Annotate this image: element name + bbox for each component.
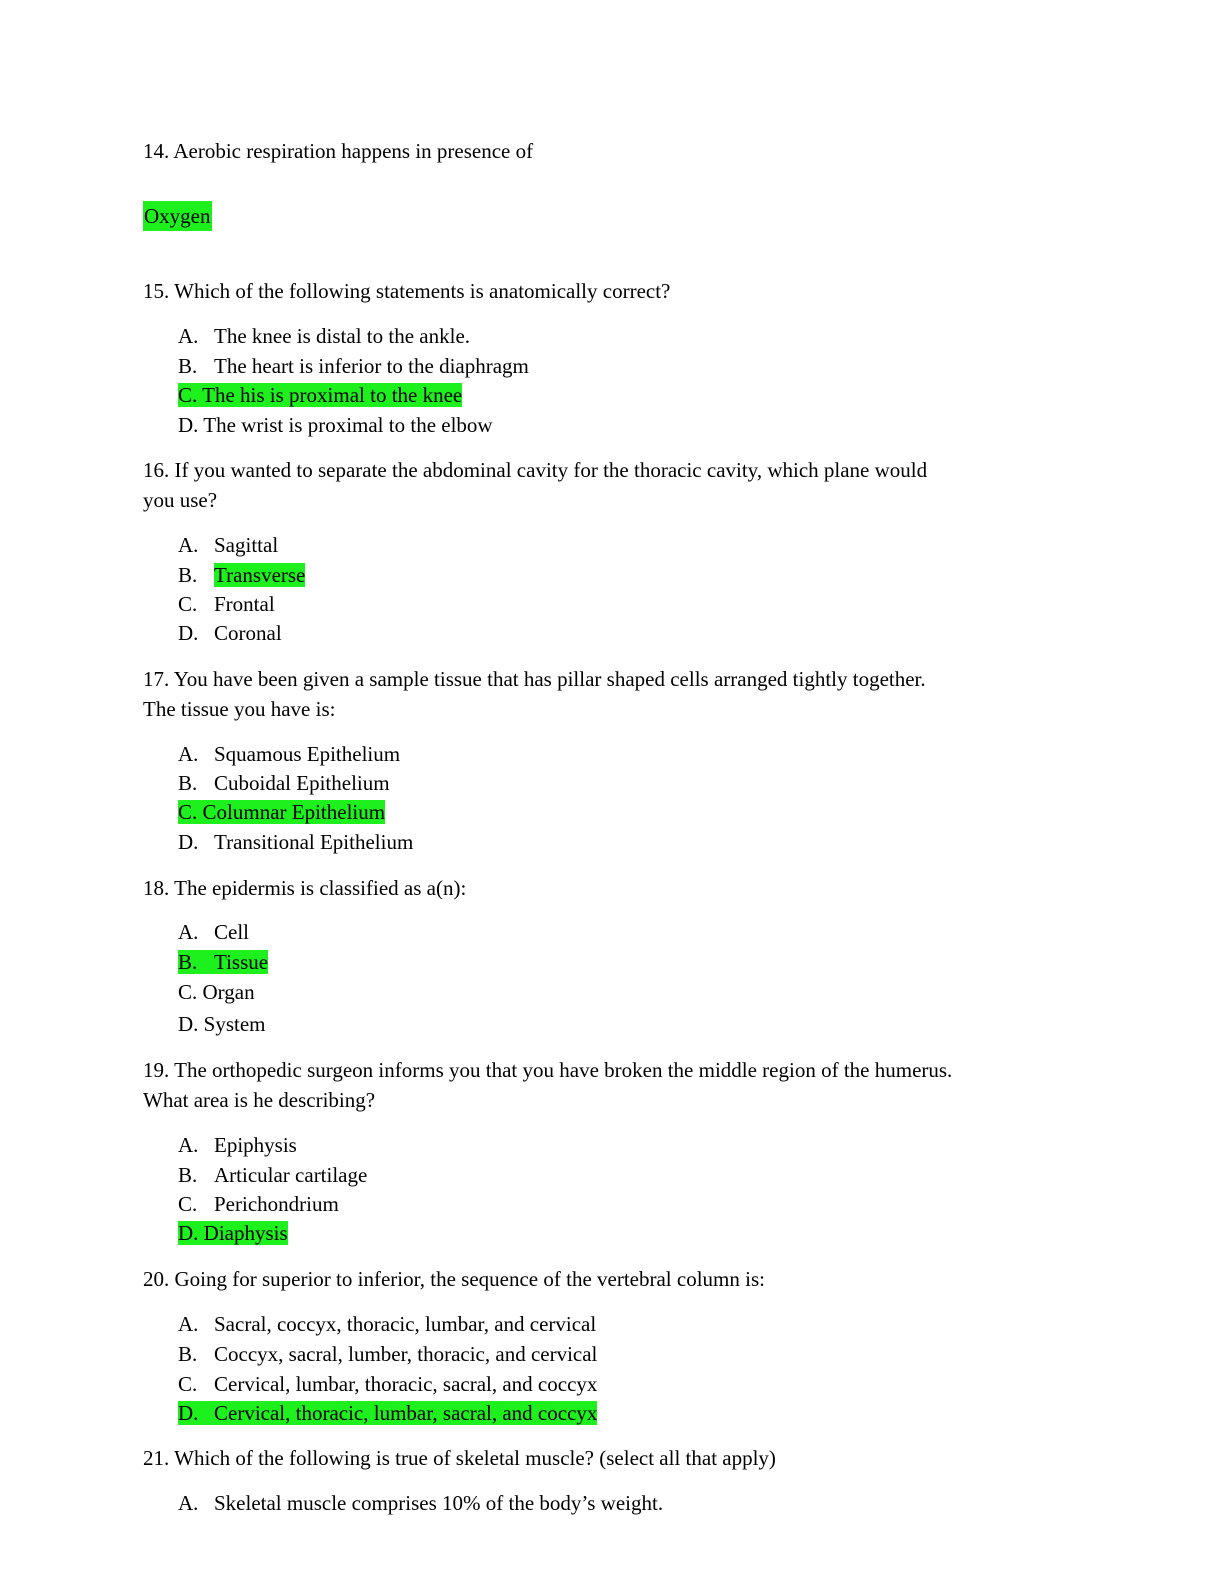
highlighted-answer — [178, 1221, 288, 1245]
question-17-option-c-correct — [178, 797, 385, 827]
option-text: Sacral, coccyx, thoracic, lumbar, and cervical — [214, 1312, 597, 1336]
option-letter: A. — [178, 1491, 199, 1515]
option-text: Skeletal muscle comprises 10% of the body’s weight. — [214, 1491, 664, 1515]
option-letter: D. — [178, 1012, 199, 1036]
option-text: The wrist is proximal to the elbow — [203, 413, 493, 437]
question-14-answer: Oxygen — [143, 201, 212, 231]
question-18-prompt: 18. The epidermis is classified as a(n): — [143, 876, 467, 900]
question-16-option-d — [178, 618, 282, 648]
option-letter: A. — [178, 1312, 199, 1336]
option-text: Cell — [214, 920, 249, 944]
question-16-option-c — [178, 589, 275, 619]
option-text: The knee is distal to the ankle. — [214, 324, 471, 348]
option-letter: A. — [178, 1133, 199, 1157]
highlighted-answer — [178, 383, 462, 407]
option-letter: D. — [178, 830, 199, 854]
question-19-prompt-line2: What area is he describing? — [143, 1088, 376, 1112]
option-letter: B. — [178, 1163, 198, 1187]
option-letter: A. — [178, 920, 199, 944]
option-letter: B. — [178, 950, 198, 974]
option-text: The heart is inferior to the diaphragm — [214, 354, 529, 378]
question-17-option-b — [178, 768, 390, 798]
highlighted-answer — [178, 1401, 597, 1425]
option-text: Perichondrium — [214, 1192, 339, 1216]
question-17-option-d — [178, 827, 413, 857]
question-19-option-a — [178, 1130, 297, 1160]
option-text: System — [203, 1012, 266, 1036]
question-19-option-b — [178, 1160, 367, 1190]
option-text: Diaphysis — [203, 1221, 288, 1245]
option-text: Coronal — [214, 621, 282, 645]
question-14-prompt: 14. Aerobic respiration happens in presence of — [143, 139, 534, 163]
highlighted-answer — [178, 950, 268, 974]
highlighted-answer — [178, 800, 385, 824]
option-letter: D. — [178, 413, 199, 437]
option-text: Sagittal — [214, 533, 279, 557]
highlighted-answer: Transverse — [214, 563, 306, 587]
option-text: Cervical, thoracic, lumbar, sacral, and coccyx — [214, 1401, 598, 1425]
option-letter: D. — [178, 1221, 199, 1245]
question-18-option-b-correct — [178, 947, 268, 977]
question-19-option-c — [178, 1189, 339, 1219]
option-letter: C. — [178, 800, 198, 824]
question-18-option-c — [178, 977, 255, 1007]
option-text: The his is proximal to the knee — [202, 383, 463, 407]
option-letter: B. — [178, 771, 198, 795]
question-20-option-a — [178, 1309, 596, 1339]
question-20-option-d-correct — [178, 1398, 597, 1428]
question-15-option-a — [178, 321, 470, 351]
option-letter: A. — [178, 324, 199, 348]
option-letter: D. — [178, 621, 199, 645]
option-text: Coccyx, sacral, lumber, thoracic, and cervical — [214, 1342, 598, 1366]
option-letter: A. — [178, 533, 199, 557]
question-17-prompt-line1: 17. You have been given a sample tissue that has pillar shaped cells arranged tightly together. — [143, 667, 926, 691]
question-16-option-b-correct — [178, 560, 305, 590]
option-letter: D. — [178, 1401, 199, 1425]
question-16-option-a — [178, 530, 278, 560]
option-letter: C. — [178, 980, 198, 1004]
option-letter: B. — [178, 1342, 198, 1366]
question-18-option-d — [178, 1009, 266, 1039]
option-text: Articular cartilage — [214, 1163, 368, 1187]
question-17-option-a — [178, 739, 400, 769]
question-15-prompt: 15. Which of the following statements is anatomically correct? — [143, 279, 671, 303]
question-21-option-a — [178, 1488, 663, 1518]
option-letter: A. — [178, 742, 199, 766]
option-text: Squamous Epithelium — [214, 742, 401, 766]
question-15-option-d — [178, 410, 493, 440]
question-19-prompt-line1: 19. The orthopedic surgeon informs you that you have broken the middle region of the humerus. — [143, 1058, 953, 1082]
option-text: Cervical, lumbar, thoracic, sacral, and coccyx — [214, 1372, 598, 1396]
option-letter: C. — [178, 1372, 198, 1396]
question-18-option-a — [178, 917, 249, 947]
option-text: Frontal — [214, 592, 275, 616]
question-17-prompt-line2: The tissue you have is: — [143, 697, 336, 721]
question-20-option-c — [178, 1369, 597, 1399]
option-text: Organ — [202, 980, 255, 1004]
question-20-option-b — [178, 1339, 597, 1369]
option-text: Cuboidal Epithelium — [214, 771, 390, 795]
option-text: Epiphysis — [214, 1133, 297, 1157]
option-letter: B. — [178, 354, 198, 378]
option-letter: C. — [178, 592, 198, 616]
question-20-prompt: 20. Going for superior to inferior, the sequence of the vertebral column is: — [143, 1267, 765, 1291]
option-text: Transitional Epithelium — [214, 830, 414, 854]
question-21-prompt: 21. Which of the following is true of skeletal muscle? (select all that apply) — [143, 1446, 776, 1470]
question-16-prompt-line1: 16. If you wanted to separate the abdominal cavity for the thoracic cavity, which plane would — [143, 458, 928, 482]
option-text: Tissue — [214, 950, 269, 974]
question-15-option-c-correct — [178, 380, 462, 410]
option-letter: C. — [178, 1192, 198, 1216]
question-15-option-b — [178, 351, 529, 381]
option-letter: C. — [178, 383, 198, 407]
question-19-option-d-correct — [178, 1218, 288, 1248]
option-letter: B. — [178, 563, 198, 587]
question-16-prompt-line2: you use? — [143, 488, 218, 512]
option-text: Columnar Epithelium — [202, 800, 386, 824]
